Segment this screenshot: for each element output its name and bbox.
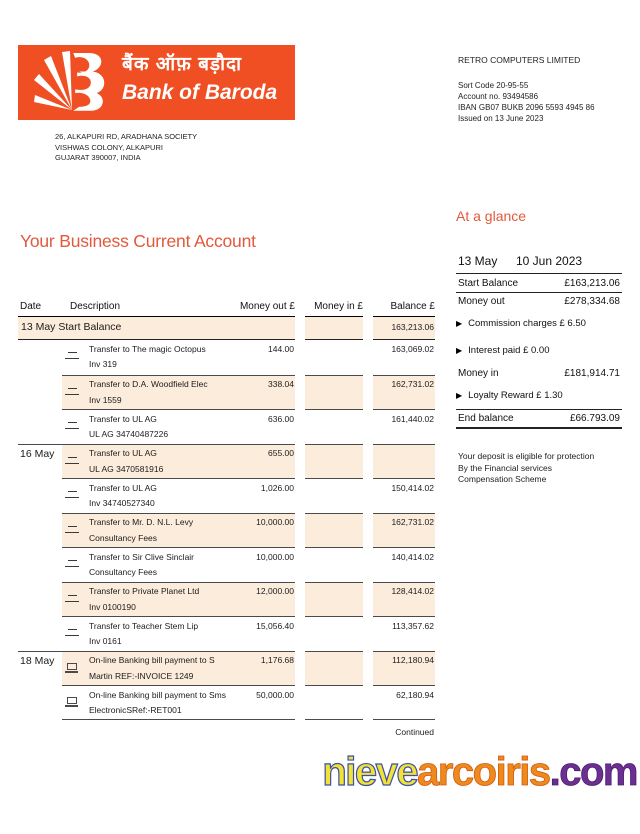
transaction-reference: ElectronicSRef:-RET001 bbox=[89, 705, 182, 715]
glance-bullet-label: Interest paid £ 0.00 bbox=[468, 345, 550, 356]
transfer-icon bbox=[65, 595, 83, 605]
transaction-money-in bbox=[305, 375, 363, 410]
glance-summary-rows bbox=[456, 274, 622, 429]
transaction-money-out: 1,026.00 bbox=[260, 482, 294, 493]
branch-address-line: 26, ALKAPURI RD, ARADHANA SOCIETY bbox=[55, 132, 198, 141]
glance-summary-row bbox=[456, 410, 622, 430]
account-details-block bbox=[458, 55, 595, 124]
page-title: Your Business Current Account bbox=[20, 231, 256, 251]
transaction-money-out: 50,000.00 bbox=[256, 689, 294, 700]
transaction-reference: Consultancy Fees bbox=[89, 532, 158, 543]
transaction-reference: Martin REF:-INVOICE 1249 bbox=[89, 670, 194, 681]
triangle-bullet-icon: ▶ bbox=[456, 346, 463, 355]
transaction-main-cell bbox=[62, 340, 295, 375]
transaction-main-cell bbox=[62, 547, 295, 582]
transfer-icon bbox=[65, 388, 83, 398]
bank-logo bbox=[18, 45, 295, 120]
transaction-date bbox=[18, 685, 62, 720]
transaction-money-out: 636.00 bbox=[268, 413, 294, 424]
branch-address-line: VISHWAS COLONY, ALKAPURI bbox=[55, 142, 163, 152]
glance-label: End balance bbox=[458, 413, 514, 424]
transaction-date bbox=[18, 409, 62, 444]
transaction-row bbox=[18, 651, 435, 686]
transfer-icon bbox=[65, 422, 83, 432]
transaction-row bbox=[18, 685, 435, 720]
glance-bullet-row bbox=[456, 310, 622, 337]
start-balance-label: 13 May Start Balance bbox=[18, 317, 295, 340]
transfer-icon bbox=[65, 629, 83, 639]
transaction-reference: UL AG 3470581916 bbox=[89, 463, 164, 474]
glance-value: £181,914.71 bbox=[564, 367, 620, 379]
transaction-main-cell bbox=[62, 616, 295, 651]
transfer-icon bbox=[65, 491, 83, 501]
issue-date: Issued on 13 June 2023 bbox=[458, 114, 544, 123]
deposit-protection-note bbox=[456, 451, 622, 486]
transaction-main-cell bbox=[62, 375, 295, 410]
transaction-row bbox=[18, 513, 435, 548]
header-balance: Balance £ bbox=[373, 301, 435, 317]
table-header-row bbox=[18, 301, 435, 317]
transaction-balance: 162,731.02 bbox=[373, 513, 435, 548]
transaction-money-out: 10,000.00 bbox=[256, 517, 294, 527]
transaction-money-in bbox=[305, 616, 363, 651]
transaction-description: Transfer to Sir Clive Sinclair bbox=[89, 551, 195, 562]
transaction-row bbox=[18, 340, 435, 375]
glance-label: Money out bbox=[458, 296, 505, 307]
statement-table bbox=[18, 301, 435, 737]
protection-note-line: Your deposit is eligible for protection bbox=[458, 451, 595, 461]
transaction-description: Transfer to Private Planet Ltd bbox=[89, 586, 200, 596]
transaction-date: 16 May bbox=[18, 444, 62, 479]
transaction-money-in bbox=[305, 651, 363, 686]
branch-address bbox=[55, 132, 197, 164]
transaction-row bbox=[18, 582, 435, 617]
transaction-money-in bbox=[305, 409, 363, 444]
transaction-money-out: 1,176.68 bbox=[260, 655, 294, 665]
glance-value: £66.793.09 bbox=[569, 413, 620, 424]
transaction-reference: Inv 0100190 bbox=[89, 601, 136, 612]
transaction-row bbox=[18, 547, 435, 582]
transaction-reference: Consultancy Fees bbox=[89, 567, 158, 577]
watermark-part-2: arcoiris bbox=[417, 750, 550, 794]
transaction-main-cell bbox=[62, 582, 295, 617]
protection-note-line: By the Financial services bbox=[458, 462, 553, 473]
transfer-icon bbox=[65, 560, 83, 570]
glance-summary-row bbox=[456, 274, 622, 293]
glance-bullet-label: Commission charges £ 6.50 bbox=[468, 318, 586, 329]
transaction-money-in bbox=[305, 582, 363, 617]
transaction-money-in bbox=[305, 340, 363, 375]
transaction-main-cell bbox=[62, 444, 295, 479]
site-watermark bbox=[322, 750, 637, 795]
transaction-money-out: 10,000.00 bbox=[256, 551, 294, 562]
glance-bullet-row bbox=[456, 337, 622, 364]
transaction-description: Transfer to UL AG bbox=[89, 448, 157, 458]
at-a-glance-title: At a glance bbox=[456, 208, 527, 224]
header-date: Date bbox=[20, 301, 42, 312]
transaction-reference: Inv 0161 bbox=[89, 636, 122, 646]
triangle-bullet-icon: ▶ bbox=[456, 390, 463, 400]
transaction-money-out: 144.00 bbox=[268, 343, 294, 354]
computer-icon bbox=[65, 664, 83, 674]
transaction-main-cell bbox=[62, 409, 295, 444]
baroda-sun-icon bbox=[32, 50, 116, 116]
bank-name-english: Bank of Baroda bbox=[122, 81, 278, 104]
transaction-description: Transfer to Mr. D. N.L. Levy bbox=[89, 517, 194, 527]
account-holder-name: RETRO COMPUTERS LIMITED bbox=[458, 55, 581, 65]
transaction-money-in bbox=[305, 547, 363, 582]
continued-label: Continued bbox=[395, 726, 434, 737]
transaction-date bbox=[18, 478, 62, 513]
bank-name-hindi: बैंक ऑफ़ बड़ौदा bbox=[122, 54, 243, 75]
transaction-money-in bbox=[305, 444, 363, 479]
iban: IBAN GB07 BUKB 2096 5593 4945 86 bbox=[458, 103, 595, 112]
glance-label: Money in bbox=[458, 367, 499, 379]
transaction-balance: 140,414.02 bbox=[373, 547, 435, 582]
start-balance-money-in bbox=[305, 317, 363, 340]
transaction-main-cell bbox=[62, 478, 295, 513]
transfer-icon bbox=[65, 526, 83, 536]
start-balance-row bbox=[18, 317, 435, 340]
transaction-row bbox=[18, 409, 435, 444]
glance-bullet-label: Loyalty Reward £ 1.30 bbox=[468, 389, 563, 401]
header-money-in: Money in £ bbox=[305, 301, 363, 317]
start-balance-amount: 163,213.06 bbox=[373, 317, 435, 340]
transaction-money-out: 338.04 bbox=[268, 379, 294, 389]
transaction-row bbox=[18, 616, 435, 651]
header-money-out: Money out £ bbox=[239, 301, 295, 312]
transaction-description: On-line Banking bill payment to S bbox=[89, 655, 215, 665]
transaction-money-out: 12,000.00 bbox=[256, 586, 294, 596]
transfer-icon bbox=[65, 457, 83, 467]
transaction-reference: Inv 319 bbox=[89, 359, 117, 369]
glance-value: £278,334.68 bbox=[564, 296, 620, 307]
transaction-money-in bbox=[305, 478, 363, 513]
transaction-date bbox=[18, 375, 62, 410]
transaction-money-in bbox=[305, 685, 363, 720]
transaction-description: On-line Banking bill payment to Sms bbox=[89, 689, 227, 700]
glance-summary-row bbox=[456, 364, 622, 382]
watermark-part-3: .com bbox=[549, 750, 637, 794]
sort-code: Sort Code 20-95-55 bbox=[458, 81, 529, 90]
transaction-date bbox=[18, 616, 62, 651]
transaction-main-cell bbox=[62, 513, 295, 548]
transaction-reference: Inv 34740527340 bbox=[89, 498, 155, 508]
branch-address-line: GUJARAT 390007, INDIA bbox=[55, 153, 141, 162]
period-start-date: 13 May bbox=[458, 254, 498, 268]
period-end-date: 10 Jun 2023 bbox=[516, 254, 583, 268]
transaction-description: Transfer to Teacher Stem Lip bbox=[89, 620, 199, 631]
transaction-balance: 128,414.02 bbox=[373, 582, 435, 617]
glance-label: Start Balance bbox=[458, 277, 519, 289]
glance-bullet-row bbox=[456, 382, 622, 410]
transaction-money-out: 655.00 bbox=[268, 448, 294, 458]
transaction-date bbox=[18, 513, 62, 548]
transaction-balance: 161,440.02 bbox=[373, 409, 435, 444]
statement-period bbox=[456, 254, 622, 274]
transaction-row bbox=[18, 444, 435, 479]
transaction-money-in bbox=[305, 513, 363, 548]
transaction-description: Transfer to UL AG bbox=[89, 413, 157, 424]
transaction-date bbox=[18, 582, 62, 617]
transaction-reference: UL AG 34740487226 bbox=[89, 429, 169, 439]
transfer-icon bbox=[65, 352, 83, 362]
header-description: Description bbox=[70, 301, 121, 312]
transaction-main-cell bbox=[62, 651, 295, 686]
transaction-row bbox=[18, 375, 435, 410]
account-number: Account no. 93494586 bbox=[458, 92, 539, 101]
transaction-balance: 150,414.02 bbox=[373, 478, 435, 513]
at-a-glance-panel bbox=[456, 208, 622, 486]
triangle-bullet-icon: ▶ bbox=[456, 319, 463, 328]
glance-value: £163,213.06 bbox=[564, 277, 620, 289]
transaction-money-out: 15,056.40 bbox=[256, 620, 294, 631]
transaction-description: Transfer to UL AG bbox=[89, 482, 157, 493]
transaction-balance: 113,357.62 bbox=[373, 616, 435, 651]
transaction-rows bbox=[18, 340, 435, 720]
transaction-balance: 162,731.02 bbox=[373, 375, 435, 410]
watermark-part-1: nieve bbox=[322, 750, 418, 794]
glance-summary-row bbox=[456, 293, 622, 311]
computer-icon bbox=[65, 698, 83, 708]
transaction-balance: 62,180.94 bbox=[373, 685, 435, 720]
transaction-date bbox=[18, 547, 62, 582]
transaction-balance bbox=[373, 444, 435, 479]
transaction-balance: 163,069.02 bbox=[391, 343, 434, 354]
transaction-date bbox=[18, 340, 62, 375]
transaction-main-cell bbox=[62, 685, 295, 720]
transaction-description: Transfer to D.A. Woodfield Elec bbox=[89, 379, 208, 389]
transaction-balance: 112,180.94 bbox=[373, 651, 435, 686]
transaction-row bbox=[18, 478, 435, 513]
transaction-reference: Inv 1559 bbox=[89, 394, 122, 405]
transaction-description: Transfer to The magic Octopus bbox=[89, 343, 206, 354]
protection-note-line: Compensation Scheme bbox=[458, 474, 547, 484]
transaction-date: 18 May bbox=[18, 651, 62, 686]
